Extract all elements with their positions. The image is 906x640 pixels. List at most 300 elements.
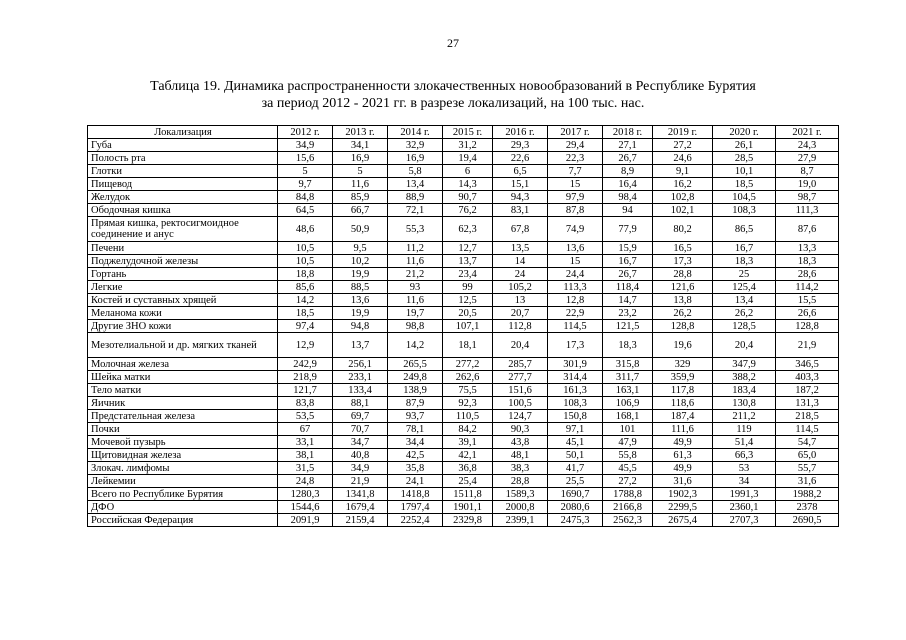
value-cell: 403,3 <box>776 371 839 384</box>
value-cell: 31,6 <box>653 475 713 488</box>
value-cell: 98,7 <box>776 191 839 204</box>
value-cell: 100,5 <box>493 397 548 410</box>
table-row <box>88 204 839 217</box>
value-cell: 5,8 <box>388 165 443 178</box>
value-cell: 67 <box>278 423 333 436</box>
value-cell: 22,6 <box>493 152 548 165</box>
value-cell: 23,4 <box>443 268 493 281</box>
value-cell: 20,4 <box>713 333 776 358</box>
value-cell: 107,1 <box>443 320 493 333</box>
value-cell: 16,7 <box>603 255 653 268</box>
value-cell: 29,3 <box>493 139 548 152</box>
value-cell: 2299,5 <box>653 501 713 514</box>
value-cell: 7,7 <box>548 165 603 178</box>
value-cell: 16,2 <box>653 178 713 191</box>
value-cell: 1902,3 <box>653 488 713 501</box>
value-cell: 43,8 <box>493 436 548 449</box>
table-title-line-1: Таблица 19. Динамика распространенности злокачественных новообразований в Республике Бурятия <box>150 79 756 94</box>
value-cell: 187,2 <box>776 384 839 397</box>
value-cell: 121,7 <box>278 384 333 397</box>
table-row <box>88 294 839 307</box>
value-cell: 13,6 <box>548 242 603 255</box>
value-cell: 8,9 <box>603 165 653 178</box>
value-cell: 12,8 <box>548 294 603 307</box>
value-cell: 87,9 <box>388 397 443 410</box>
value-cell: 15,5 <box>776 294 839 307</box>
value-cell: 49,9 <box>653 436 713 449</box>
value-cell: 31,2 <box>443 139 493 152</box>
value-cell: 22,9 <box>548 307 603 320</box>
localization-cell: Прямая кишка, ректосигмоидное соединение и анус <box>88 217 278 242</box>
value-cell: 28,5 <box>713 152 776 165</box>
value-cell: 150,8 <box>548 410 603 423</box>
value-cell: 15,1 <box>493 178 548 191</box>
value-cell: 17,3 <box>653 255 713 268</box>
value-cell: 187,4 <box>653 410 713 423</box>
value-cell: 88,5 <box>333 281 388 294</box>
value-cell: 36,8 <box>443 462 493 475</box>
value-cell: 112,8 <box>493 320 548 333</box>
value-cell: 80,2 <box>653 217 713 242</box>
value-cell: 11,6 <box>388 294 443 307</box>
value-cell: 50,9 <box>333 217 388 242</box>
value-cell: 13,5 <box>493 242 548 255</box>
value-cell: 211,2 <box>713 410 776 423</box>
value-cell: 38,1 <box>278 449 333 462</box>
value-cell: 19,7 <box>388 307 443 320</box>
localization-cell: Меланома кожи <box>88 307 278 320</box>
header-year: 2015 г. <box>443 126 493 139</box>
value-cell: 161,3 <box>548 384 603 397</box>
value-cell: 183,4 <box>713 384 776 397</box>
header-year: 2013 г. <box>333 126 388 139</box>
value-cell: 64,5 <box>278 204 333 217</box>
value-cell: 24 <box>493 268 548 281</box>
value-cell: 20,4 <box>493 333 548 358</box>
value-cell: 69,7 <box>333 410 388 423</box>
value-cell: 2690,5 <box>776 514 839 527</box>
value-cell: 11,2 <box>388 242 443 255</box>
value-cell: 75,5 <box>443 384 493 397</box>
value-cell: 249,8 <box>388 371 443 384</box>
value-cell: 6,5 <box>493 165 548 178</box>
value-cell: 50,1 <box>548 449 603 462</box>
table-row <box>88 462 839 475</box>
value-cell: 113,3 <box>548 281 603 294</box>
table-row <box>88 397 839 410</box>
value-cell: 83,8 <box>278 397 333 410</box>
table-row <box>88 178 839 191</box>
localization-cell: Другие ЗНО кожи <box>88 320 278 333</box>
value-cell: 54,7 <box>776 436 839 449</box>
page-number: 27 <box>447 36 459 50</box>
localization-cell: Костей и суставных хрящей <box>88 294 278 307</box>
value-cell: 13,3 <box>776 242 839 255</box>
value-cell: 94 <box>603 204 653 217</box>
table-row <box>88 371 839 384</box>
value-cell: 16,4 <box>603 178 653 191</box>
header-year: 2017 г. <box>548 126 603 139</box>
value-cell: 86,5 <box>713 217 776 242</box>
value-cell: 18,3 <box>603 333 653 358</box>
value-cell: 1991,3 <box>713 488 776 501</box>
value-cell: 11,6 <box>388 255 443 268</box>
localization-cell: Лейкемии <box>88 475 278 488</box>
table-row <box>88 152 839 165</box>
table-header-row <box>88 126 839 139</box>
value-cell: 90,7 <box>443 191 493 204</box>
value-cell: 45,1 <box>548 436 603 449</box>
value-cell: 15,9 <box>603 242 653 255</box>
table-row <box>88 242 839 255</box>
value-cell: 2475,3 <box>548 514 603 527</box>
value-cell: 20,7 <box>493 307 548 320</box>
value-cell: 99 <box>443 281 493 294</box>
localization-cell: Почки <box>88 423 278 436</box>
value-cell: 26,7 <box>603 152 653 165</box>
value-cell: 20,5 <box>443 307 493 320</box>
value-cell: 1341,8 <box>333 488 388 501</box>
value-cell: 24,1 <box>388 475 443 488</box>
localization-cell: Полость рта <box>88 152 278 165</box>
value-cell: 18,3 <box>713 255 776 268</box>
table-row <box>88 307 839 320</box>
value-cell: 26,6 <box>776 307 839 320</box>
localization-cell: Злокач. лимфомы <box>88 462 278 475</box>
value-cell: 34,1 <box>333 139 388 152</box>
table-row <box>88 268 839 281</box>
localization-cell: Пищевод <box>88 178 278 191</box>
value-cell: 32,9 <box>388 139 443 152</box>
value-cell: 19,9 <box>333 268 388 281</box>
value-cell: 6 <box>443 165 493 178</box>
value-cell: 218,5 <box>776 410 839 423</box>
localization-cell: Глотки <box>88 165 278 178</box>
localization-cell: Тело матки <box>88 384 278 397</box>
value-cell: 34 <box>713 475 776 488</box>
value-cell: 128,5 <box>713 320 776 333</box>
localization-cell: Щитовидная железа <box>88 449 278 462</box>
value-cell: 98,4 <box>603 191 653 204</box>
table-row <box>88 320 839 333</box>
value-cell: 11,6 <box>333 178 388 191</box>
value-cell: 28,6 <box>776 268 839 281</box>
localization-cell: Губа <box>88 139 278 152</box>
value-cell: 131,3 <box>776 397 839 410</box>
table-row <box>88 410 839 423</box>
table-body <box>88 139 839 527</box>
value-cell: 55,8 <box>603 449 653 462</box>
value-cell: 25,4 <box>443 475 493 488</box>
value-cell: 34,4 <box>388 436 443 449</box>
value-cell: 2000,8 <box>493 501 548 514</box>
value-cell: 98,8 <box>388 320 443 333</box>
value-cell: 88,1 <box>333 397 388 410</box>
value-cell: 9,7 <box>278 178 333 191</box>
value-cell: 2329,8 <box>443 514 493 527</box>
value-cell: 2399,1 <box>493 514 548 527</box>
value-cell: 40,8 <box>333 449 388 462</box>
value-cell: 125,4 <box>713 281 776 294</box>
value-cell: 10,5 <box>278 255 333 268</box>
value-cell: 10,5 <box>278 242 333 255</box>
value-cell: 315,8 <box>603 358 653 371</box>
header-localization: Локализация <box>88 126 278 139</box>
value-cell: 5 <box>278 165 333 178</box>
localization-cell: Шейка матки <box>88 371 278 384</box>
value-cell: 1511,8 <box>443 488 493 501</box>
value-cell: 55,3 <box>388 217 443 242</box>
value-cell: 311,7 <box>603 371 653 384</box>
header-year: 2016 г. <box>493 126 548 139</box>
value-cell: 108,3 <box>713 204 776 217</box>
value-cell: 119 <box>713 423 776 436</box>
value-cell: 2675,4 <box>653 514 713 527</box>
value-cell: 13 <box>493 294 548 307</box>
value-cell: 18,1 <box>443 333 493 358</box>
value-cell: 124,7 <box>493 410 548 423</box>
value-cell: 42,5 <box>388 449 443 462</box>
value-cell: 23,2 <box>603 307 653 320</box>
value-cell: 218,9 <box>278 371 333 384</box>
value-cell: 16,9 <box>388 152 443 165</box>
value-cell: 14 <box>493 255 548 268</box>
table-row <box>88 514 839 527</box>
value-cell: 277,7 <box>493 371 548 384</box>
value-cell: 31,5 <box>278 462 333 475</box>
value-cell: 77,9 <box>603 217 653 242</box>
table-title <box>80 78 826 112</box>
value-cell: 15 <box>548 255 603 268</box>
value-cell: 1797,4 <box>388 501 443 514</box>
value-cell: 8,7 <box>776 165 839 178</box>
value-cell: 26,2 <box>653 307 713 320</box>
value-cell: 13,7 <box>333 333 388 358</box>
value-cell: 117,8 <box>653 384 713 397</box>
header-year: 2021 г. <box>776 126 839 139</box>
value-cell: 265,5 <box>388 358 443 371</box>
localization-cell: Всего по Республике Бурятия <box>88 488 278 501</box>
localization-cell: Желудок <box>88 191 278 204</box>
value-cell: 24,4 <box>548 268 603 281</box>
value-cell: 18,3 <box>776 255 839 268</box>
value-cell: 25 <box>713 268 776 281</box>
value-cell: 2378 <box>776 501 839 514</box>
value-cell: 24,8 <box>278 475 333 488</box>
value-cell: 1544,6 <box>278 501 333 514</box>
value-cell: 53,5 <box>278 410 333 423</box>
table-row <box>88 217 839 242</box>
value-cell: 13,6 <box>333 294 388 307</box>
value-cell: 94,8 <box>333 320 388 333</box>
value-cell: 151,6 <box>493 384 548 397</box>
value-cell: 133,4 <box>333 384 388 397</box>
value-cell: 121,5 <box>603 320 653 333</box>
value-cell: 285,7 <box>493 358 548 371</box>
value-cell: 12,7 <box>443 242 493 255</box>
value-cell: 66,3 <box>713 449 776 462</box>
value-cell: 114,5 <box>548 320 603 333</box>
value-cell: 26,1 <box>713 139 776 152</box>
value-cell: 102,8 <box>653 191 713 204</box>
value-cell: 49,9 <box>653 462 713 475</box>
value-cell: 24,3 <box>776 139 839 152</box>
value-cell: 1901,1 <box>443 501 493 514</box>
value-cell: 2159,4 <box>333 514 388 527</box>
value-cell: 24,6 <box>653 152 713 165</box>
value-cell: 277,2 <box>443 358 493 371</box>
value-cell: 92,3 <box>443 397 493 410</box>
value-cell: 94,3 <box>493 191 548 204</box>
value-cell: 130,8 <box>713 397 776 410</box>
value-cell: 26,7 <box>603 268 653 281</box>
value-cell: 14,7 <box>603 294 653 307</box>
value-cell: 14,2 <box>388 333 443 358</box>
table-row <box>88 139 839 152</box>
value-cell: 97,1 <box>548 423 603 436</box>
value-cell: 128,8 <box>776 320 839 333</box>
header-year: 2020 г. <box>713 126 776 139</box>
value-cell: 39,1 <box>443 436 493 449</box>
value-cell: 16,9 <box>333 152 388 165</box>
value-cell: 1988,2 <box>776 488 839 501</box>
localization-cell: Ободочная кишка <box>88 204 278 217</box>
value-cell: 9,1 <box>653 165 713 178</box>
table-row <box>88 384 839 397</box>
value-cell: 53 <box>713 462 776 475</box>
value-cell: 1418,8 <box>388 488 443 501</box>
value-cell: 72,1 <box>388 204 443 217</box>
value-cell: 21,2 <box>388 268 443 281</box>
value-cell: 128,8 <box>653 320 713 333</box>
table-row <box>88 191 839 204</box>
value-cell: 26,2 <box>713 307 776 320</box>
value-cell: 87,6 <box>776 217 839 242</box>
value-cell: 14,3 <box>443 178 493 191</box>
value-cell: 13,4 <box>713 294 776 307</box>
value-cell: 1280,3 <box>278 488 333 501</box>
value-cell: 27,2 <box>603 475 653 488</box>
localization-cell: Легкие <box>88 281 278 294</box>
value-cell: 12,5 <box>443 294 493 307</box>
value-cell: 14,2 <box>278 294 333 307</box>
value-cell: 34,9 <box>333 462 388 475</box>
localization-cell: Гортань <box>88 268 278 281</box>
value-cell: 329 <box>653 358 713 371</box>
localization-cell: Печени <box>88 242 278 255</box>
value-cell: 48,1 <box>493 449 548 462</box>
value-cell: 10,1 <box>713 165 776 178</box>
value-cell: 85,6 <box>278 281 333 294</box>
value-cell: 111,6 <box>653 423 713 436</box>
value-cell: 301,9 <box>548 358 603 371</box>
value-cell: 25,5 <box>548 475 603 488</box>
header-year: 2018 г. <box>603 126 653 139</box>
value-cell: 97,4 <box>278 320 333 333</box>
value-cell: 359,9 <box>653 371 713 384</box>
value-cell: 76,2 <box>443 204 493 217</box>
value-cell: 5 <box>333 165 388 178</box>
value-cell: 97,9 <box>548 191 603 204</box>
value-cell: 1690,7 <box>548 488 603 501</box>
value-cell: 233,1 <box>333 371 388 384</box>
value-cell: 118,6 <box>653 397 713 410</box>
value-cell: 85,9 <box>333 191 388 204</box>
value-cell: 38,3 <box>493 462 548 475</box>
value-cell: 102,1 <box>653 204 713 217</box>
value-cell: 2166,8 <box>603 501 653 514</box>
table-row <box>88 255 839 268</box>
value-cell: 31,6 <box>776 475 839 488</box>
value-cell: 314,4 <box>548 371 603 384</box>
header-year: 2012 г. <box>278 126 333 139</box>
value-cell: 2562,3 <box>603 514 653 527</box>
value-cell: 22,3 <box>548 152 603 165</box>
value-cell: 18,8 <box>278 268 333 281</box>
value-cell: 34,7 <box>333 436 388 449</box>
value-cell: 78,1 <box>388 423 443 436</box>
table-row <box>88 475 839 488</box>
value-cell: 168,1 <box>603 410 653 423</box>
value-cell: 51,4 <box>713 436 776 449</box>
value-cell: 114,2 <box>776 281 839 294</box>
value-cell: 74,9 <box>548 217 603 242</box>
value-cell: 347,9 <box>713 358 776 371</box>
prevalence-table <box>87 125 839 527</box>
value-cell: 15 <box>548 178 603 191</box>
localization-cell: Предстательная железа <box>88 410 278 423</box>
value-cell: 242,9 <box>278 358 333 371</box>
value-cell: 256,1 <box>333 358 388 371</box>
value-cell: 66,7 <box>333 204 388 217</box>
value-cell: 114,5 <box>776 423 839 436</box>
value-cell: 27,2 <box>653 139 713 152</box>
value-cell: 62,3 <box>443 217 493 242</box>
value-cell: 88,9 <box>388 191 443 204</box>
table-row <box>88 488 839 501</box>
header-year: 2014 г. <box>388 126 443 139</box>
value-cell: 110,5 <box>443 410 493 423</box>
value-cell: 41,7 <box>548 462 603 475</box>
table-row <box>88 333 839 358</box>
table-row <box>88 358 839 371</box>
value-cell: 17,3 <box>548 333 603 358</box>
value-cell: 42,1 <box>443 449 493 462</box>
value-cell: 19,4 <box>443 152 493 165</box>
value-cell: 388,2 <box>713 371 776 384</box>
value-cell: 83,1 <box>493 204 548 217</box>
value-cell: 16,5 <box>653 242 713 255</box>
value-cell: 90,3 <box>493 423 548 436</box>
localization-cell: Мезотелиальной и др. мягких тканей <box>88 333 278 358</box>
value-cell: 84,2 <box>443 423 493 436</box>
value-cell: 12,9 <box>278 333 333 358</box>
value-cell: 2080,6 <box>548 501 603 514</box>
value-cell: 15,6 <box>278 152 333 165</box>
value-cell: 138,9 <box>388 384 443 397</box>
value-cell: 2707,3 <box>713 514 776 527</box>
header-year: 2019 г. <box>653 126 713 139</box>
value-cell: 48,6 <box>278 217 333 242</box>
value-cell: 10,2 <box>333 255 388 268</box>
table-row <box>88 436 839 449</box>
table-row <box>88 423 839 436</box>
value-cell: 1589,3 <box>493 488 548 501</box>
table-row <box>88 165 839 178</box>
value-cell: 27,9 <box>776 152 839 165</box>
value-cell: 18,5 <box>278 307 333 320</box>
value-cell: 111,3 <box>776 204 839 217</box>
